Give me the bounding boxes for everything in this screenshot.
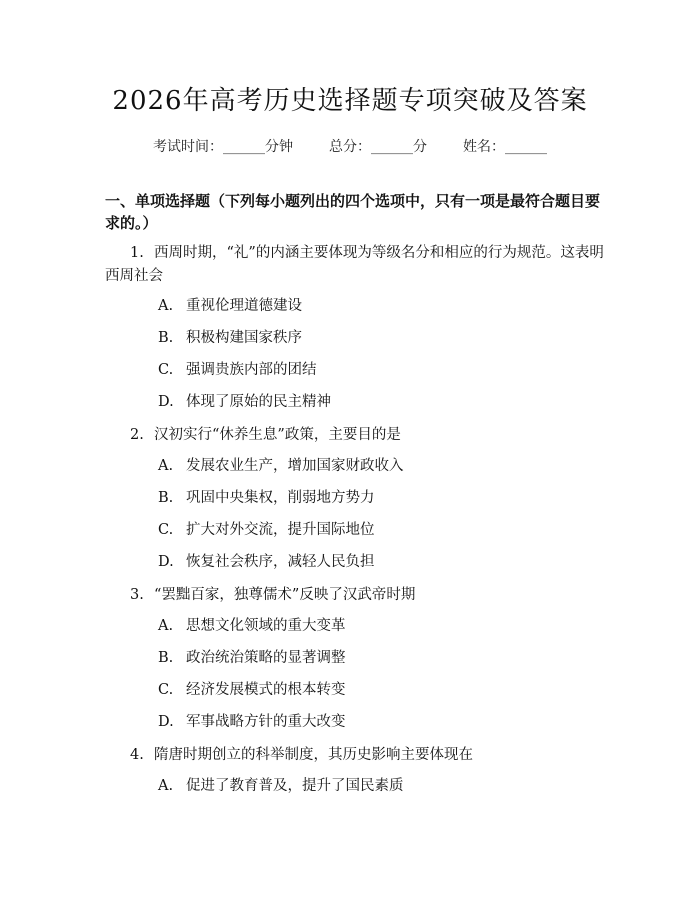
question-1-option-c bbox=[158, 360, 317, 380]
section-heading: 一、单项选择题（下列每小题列出的四个选项中，只有一项是最符合题目要求的。） bbox=[105, 192, 601, 232]
question-1-option-a bbox=[158, 296, 302, 316]
question-number: 2. bbox=[130, 427, 144, 443]
question-text: 西周时期，“礼”的内涵主要体现为等级名分和相应的行为规范。这表明西周社会 bbox=[105, 245, 604, 284]
option-letter: A. bbox=[158, 458, 174, 474]
question-number: 1. bbox=[130, 245, 144, 261]
option-text: 恢复社会秩序，减轻人民负担 bbox=[186, 554, 375, 570]
option-text: 体现了原始的民主精神 bbox=[186, 394, 331, 410]
option-letter: D. bbox=[158, 554, 174, 570]
question-2-option-a bbox=[158, 456, 404, 476]
option-text: 发展农业生产，增加国家财政收入 bbox=[186, 458, 404, 474]
question-3 bbox=[105, 584, 605, 607]
question-text: 隋唐时期创立的科举制度，其历史影响主要体现在 bbox=[154, 747, 473, 763]
option-text: 经济发展模式的根本转变 bbox=[186, 682, 346, 698]
question-2-option-b bbox=[158, 488, 375, 508]
exam-time-field: 考试时间：______分钟 bbox=[153, 139, 293, 155]
question-2 bbox=[105, 424, 605, 447]
question-3-option-c bbox=[158, 680, 346, 700]
student-name-field: 姓名：______ bbox=[463, 139, 547, 155]
question-2-option-c bbox=[158, 520, 375, 540]
option-letter: A. bbox=[158, 298, 174, 314]
option-text: 重视伦理道德建设 bbox=[186, 298, 302, 314]
exam-meta bbox=[0, 136, 700, 156]
question-4-option-a bbox=[158, 776, 404, 796]
option-text: 巩固中央集权，削弱地方势力 bbox=[186, 490, 375, 506]
option-letter: C. bbox=[158, 522, 174, 538]
option-letter: D. bbox=[158, 394, 174, 410]
question-3-option-b bbox=[158, 648, 346, 668]
question-1 bbox=[105, 242, 605, 288]
option-letter: C. bbox=[158, 362, 174, 378]
question-2-option-d bbox=[158, 552, 375, 572]
option-letter: A. bbox=[158, 778, 174, 794]
option-letter: D. bbox=[158, 714, 174, 730]
option-text: 扩大对外交流，提升国际地位 bbox=[186, 522, 375, 538]
option-text: 政治统治策略的显著调整 bbox=[186, 650, 346, 666]
question-3-option-d bbox=[158, 712, 346, 732]
question-1-option-d bbox=[158, 392, 331, 412]
total-score-field: 总分：______分 bbox=[329, 139, 427, 155]
option-letter: B. bbox=[158, 650, 174, 666]
option-letter: A. bbox=[158, 618, 174, 634]
option-text: 强调贵族内部的团结 bbox=[186, 362, 317, 378]
question-number: 3. bbox=[130, 587, 144, 603]
option-letter: C. bbox=[158, 682, 174, 698]
question-text: “罢黜百家，独尊儒术”反映了汉武帝时期 bbox=[154, 587, 416, 603]
option-text: 思想文化领域的重大变革 bbox=[186, 618, 346, 634]
option-letter: B. bbox=[158, 490, 174, 506]
question-1-option-b bbox=[158, 328, 302, 348]
option-text: 促进了教育普及，提升了国民素质 bbox=[186, 778, 404, 794]
question-4 bbox=[105, 744, 605, 767]
question-3-option-a bbox=[158, 616, 346, 636]
option-text: 军事战略方针的重大改变 bbox=[186, 714, 346, 730]
question-number: 4. bbox=[130, 747, 144, 763]
option-letter: B. bbox=[158, 330, 174, 346]
question-text: 汉初实行“休养生息”政策，主要目的是 bbox=[154, 427, 401, 443]
option-text: 积极构建国家秩序 bbox=[186, 330, 302, 346]
page-title: 2026年高考历史选择题专项突破及答案 bbox=[112, 86, 588, 116]
